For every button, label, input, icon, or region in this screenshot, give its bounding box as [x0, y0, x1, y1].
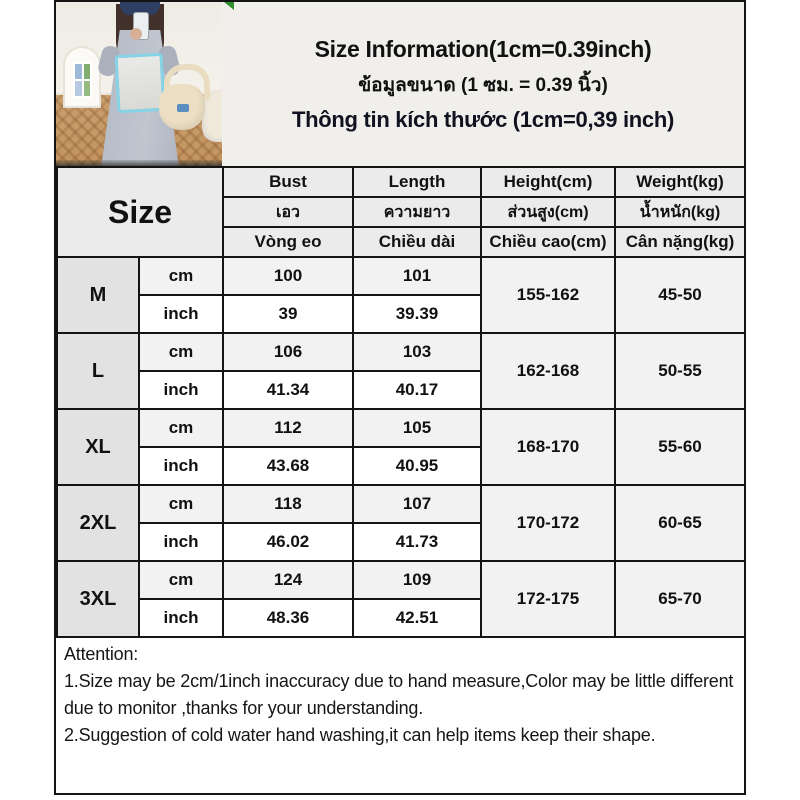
- length-cm-2xl: 107: [353, 485, 481, 523]
- unit-cm: cm: [139, 333, 223, 371]
- bust-in-xl: 43.68: [223, 447, 353, 485]
- table-row-2xl-cm: [57, 485, 745, 523]
- col-header-weight-th: น้ำหนัก(kg): [615, 197, 745, 227]
- unit-cm: cm: [139, 409, 223, 447]
- bust-in-2xl: 46.02: [223, 523, 353, 561]
- unit-inch: inch: [139, 599, 223, 637]
- height-range-m: 155-162: [481, 257, 615, 333]
- bust-cm-3xl: 124: [223, 561, 353, 599]
- length-in-xl: 40.95: [353, 447, 481, 485]
- height-range-l: 162-168: [481, 333, 615, 409]
- unit-cm: cm: [139, 561, 223, 599]
- size-label-xl: XL: [57, 409, 139, 485]
- length-cm-m: 101: [353, 257, 481, 295]
- photo-window-pane: [84, 64, 91, 79]
- col-header-weight: Weight(kg): [615, 167, 745, 197]
- size-label-3xl: 3XL: [57, 561, 139, 637]
- weight-range-xl: 55-60: [615, 409, 745, 485]
- size-label-m: M: [57, 257, 139, 333]
- weight-range-3xl: 65-70: [615, 561, 745, 637]
- photo-window-pane: [75, 64, 82, 79]
- length-in-l: 40.17: [353, 371, 481, 409]
- bust-cm-2xl: 118: [223, 485, 353, 523]
- size-label-l: L: [57, 333, 139, 409]
- title-english: Size Information(1cm=0.39inch): [314, 35, 652, 62]
- photo-window-pane: [84, 81, 91, 96]
- product-photo: [56, 2, 222, 166]
- col-header-length-th: ความยาว: [353, 197, 481, 227]
- height-range-2xl: 170-172: [481, 485, 615, 561]
- col-header-bust-vi: Vòng eo: [223, 227, 353, 257]
- title-block: [222, 2, 744, 166]
- col-header-length: Length: [353, 167, 481, 197]
- table-row-l-cm: [57, 333, 745, 371]
- length-in-m: 39.39: [353, 295, 481, 333]
- col-header-height: Height(cm): [481, 167, 615, 197]
- length-in-3xl: 42.51: [353, 599, 481, 637]
- size-header-cell: Size: [57, 167, 223, 257]
- length-cm-3xl: 109: [353, 561, 481, 599]
- bust-cm-m: 100: [223, 257, 353, 295]
- col-header-weight-vi: Cân nặng(kg): [615, 227, 745, 257]
- height-range-3xl: 172-175: [481, 561, 615, 637]
- col-header-bust: Bust: [223, 167, 353, 197]
- col-header-height-th: ส่วนสูง(cm): [481, 197, 615, 227]
- col-header-height-vi: Chiều cao(cm): [481, 227, 615, 257]
- attention-notes: [56, 638, 744, 749]
- bust-cm-l: 106: [223, 333, 353, 371]
- photo-window-panes: [73, 62, 92, 98]
- unit-inch: inch: [139, 371, 223, 409]
- table-row-3xl-cm: [57, 561, 745, 599]
- photo-hand: [130, 28, 142, 40]
- photo-chest-print: [115, 53, 166, 113]
- table-row-m-cm: [57, 257, 745, 295]
- bust-in-m: 39: [223, 295, 353, 333]
- unit-cm: cm: [139, 257, 223, 295]
- col-header-length-vi: Chiều dài: [353, 227, 481, 257]
- title-band: [56, 2, 744, 166]
- photo-bottom-shadow: [56, 160, 222, 166]
- photo-bag-label: [177, 104, 189, 112]
- unit-inch: inch: [139, 295, 223, 333]
- bust-in-l: 41.34: [223, 371, 353, 409]
- weight-range-2xl: 60-65: [615, 485, 745, 561]
- length-cm-l: 103: [353, 333, 481, 371]
- length-cm-xl: 105: [353, 409, 481, 447]
- weight-range-m: 45-50: [615, 257, 745, 333]
- unit-inch: inch: [139, 523, 223, 561]
- title-vietnamese: Thông tin kích thước (1cm=0,39 inch): [292, 106, 674, 132]
- table-row-xl-cm: [57, 409, 745, 447]
- attention-note-1: 1.Size may be 2cm/1inch inaccuracy due to hand measure,Color may be little different due to monitor ,thanks for your understanding.: [64, 671, 734, 718]
- unit-inch: inch: [139, 447, 223, 485]
- bust-cm-xl: 112: [223, 409, 353, 447]
- size-label-2xl: 2XL: [57, 485, 139, 561]
- height-range-xl: 168-170: [481, 409, 615, 485]
- header-row-english: [57, 167, 745, 197]
- unit-cm: cm: [139, 485, 223, 523]
- attention-note-2: 2.Suggestion of cold water hand washing,it can help items keep their shape.: [64, 725, 656, 745]
- photo-window-pane: [75, 81, 82, 96]
- bust-in-3xl: 48.36: [223, 599, 353, 637]
- weight-range-l: 50-55: [615, 333, 745, 409]
- col-header-bust-th: เอว: [223, 197, 353, 227]
- title-thai: ข้อมูลขนาด (1 ซม. = 0.39 นิ้ว): [358, 74, 608, 96]
- size-info-sheet: [54, 0, 746, 795]
- length-in-2xl: 41.73: [353, 523, 481, 561]
- attention-heading: Attention:: [64, 644, 139, 664]
- size-chart-table: [56, 166, 746, 638]
